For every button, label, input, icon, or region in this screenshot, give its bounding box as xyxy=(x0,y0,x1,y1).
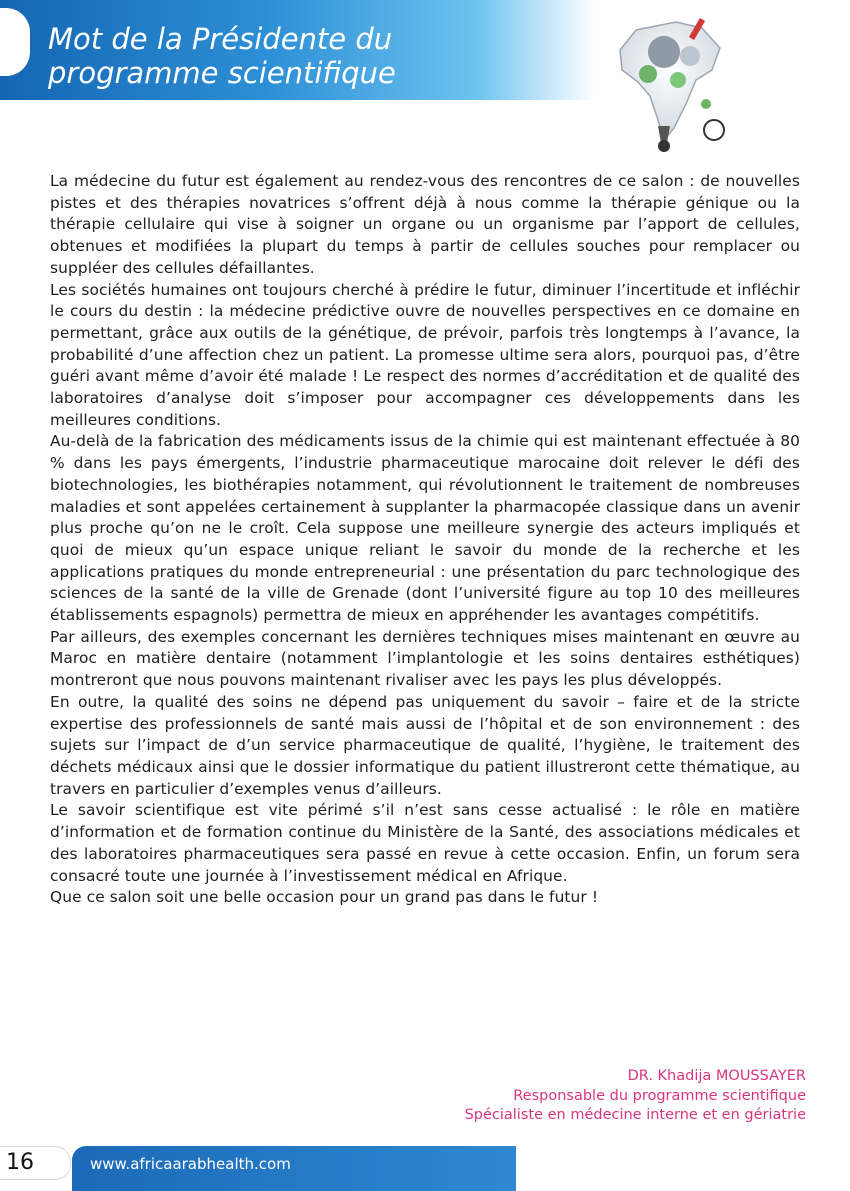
header-banner xyxy=(0,0,595,100)
signature-name: DR. Khadija MOUSSAYER xyxy=(627,1068,806,1084)
footer-bar xyxy=(72,1146,516,1191)
paragraph-1: La médecine du futur est également au rendez-vous des rencontres de ce salon : de nouvelles pistes et des thérapies novatrices s’offrent déjà à nous comme la thérapie génique ou la thérapie cellulaire qui vise à soigner un organe ou un organisme par l’apport de cellules, obtenues et modifiées la plupart du temps à partir de cellules souches pour remplacer ou suppléer des cellules défaillantes. xyxy=(50,172,800,277)
header-tab-notch xyxy=(0,8,30,76)
signature-block xyxy=(465,1067,806,1126)
paragraph-7: Que ce salon soit une belle occasion pour un grand pas dans le futur ! xyxy=(50,888,599,907)
paragraph-4: Par ailleurs, des exemples concernant les dernières techniques mises maintenant en œuvre au Maroc en matière dentaire (notamment l’implantologie et les soins dentaires esthétiques) montreront que nous pouvons maintenant rivaliser avec les pays les plus développés. xyxy=(50,627,800,690)
footer-url-link[interactable]: www.africaarabhealth.com xyxy=(90,1155,291,1173)
page-title xyxy=(48,22,396,90)
page-title-line-1: Mot de la Présidente du xyxy=(48,22,393,56)
page-title-line-2: programme scientifique xyxy=(48,56,396,90)
paragraph-2: Les sociétés humaines ont toujours cherché à prédire le futur, diminuer l’incertitude et infléchir le cours du destin : la médecine prédictive ouvre de nouvelles perspectives en ce domaine en permettant, grâce aux outils de la génétique, de prévoir, parfois très longtemps à l’avance, la probabilité d’une affection chez un patient. La promesse ultime sera alors, pourquoi pas, d’être guéri avant même d’avoir été malade ! Le respect des normes d’accréditation et de qualité des laboratoires d’analyse doit s’imposer pour accompagner ces développements dans les meilleures conditions. xyxy=(50,280,800,429)
paragraph-6: Le savoir scientifique est vite périmé s’il n’est sans cesse actualisé : le rôle en matière d’information et de formation continue du Ministère de la Santé, des associations médicales et des laboratoires pharmaceutiques sera passé en revue à cette occasion. Enfin, un forum sera consacré toute une journée à l’investissement médical en Afrique. xyxy=(50,801,800,885)
paragraph-3: Au-delà de la fabrication des médicaments issus de la chimie qui est maintenant effectuée à 80 % dans les pays émergents, l’industrie pharmaceutique marocaine doit relever le défi des biotechnologies, les biothérapies notamment, qui révolutionnent le traitement de nombreuses maladies et sont appelées certainement à supplanter la pharmacopée classique dans un avenir plus proche qu’on ne le croît. Cela suppose une meilleure synergie des acteurs impliqués et quoi de mieux qu’un espace unique reliant le savoir du monde de la recherche et les applications pratiques du monde entrepreneurial : une présentation du parc technologique des sciences de la santé de la ville de Grenade (dont l’université figure au top 10 des meilleures établissements espagnols) permettra de mieux en appréhender les avantages compétitifs. xyxy=(50,432,800,625)
signature-role: Responsable du programme scientifique xyxy=(513,1087,806,1104)
article-body xyxy=(50,171,800,909)
africa-health-collage-icon xyxy=(598,8,738,158)
page-number: 16 xyxy=(0,1146,71,1180)
paragraph-5: En outre, la qualité des soins ne dépend pas uniquement du savoir – faire et de la stricte expertise des professionnels de santé mais aussi de l’hôpital et de son environnement : des sujets sur l’impact de d’un service pharmaceutique de qualité, l’hygiène, le traitement des déchets médicaux ainsi que le dossier informatique du patient illustreront cette thématique, au travers en particulier d’exemples venus d’ailleurs. xyxy=(50,692,800,798)
signature-specialty: Spécialiste en médecine interne et en gériatrie xyxy=(464,1107,806,1123)
